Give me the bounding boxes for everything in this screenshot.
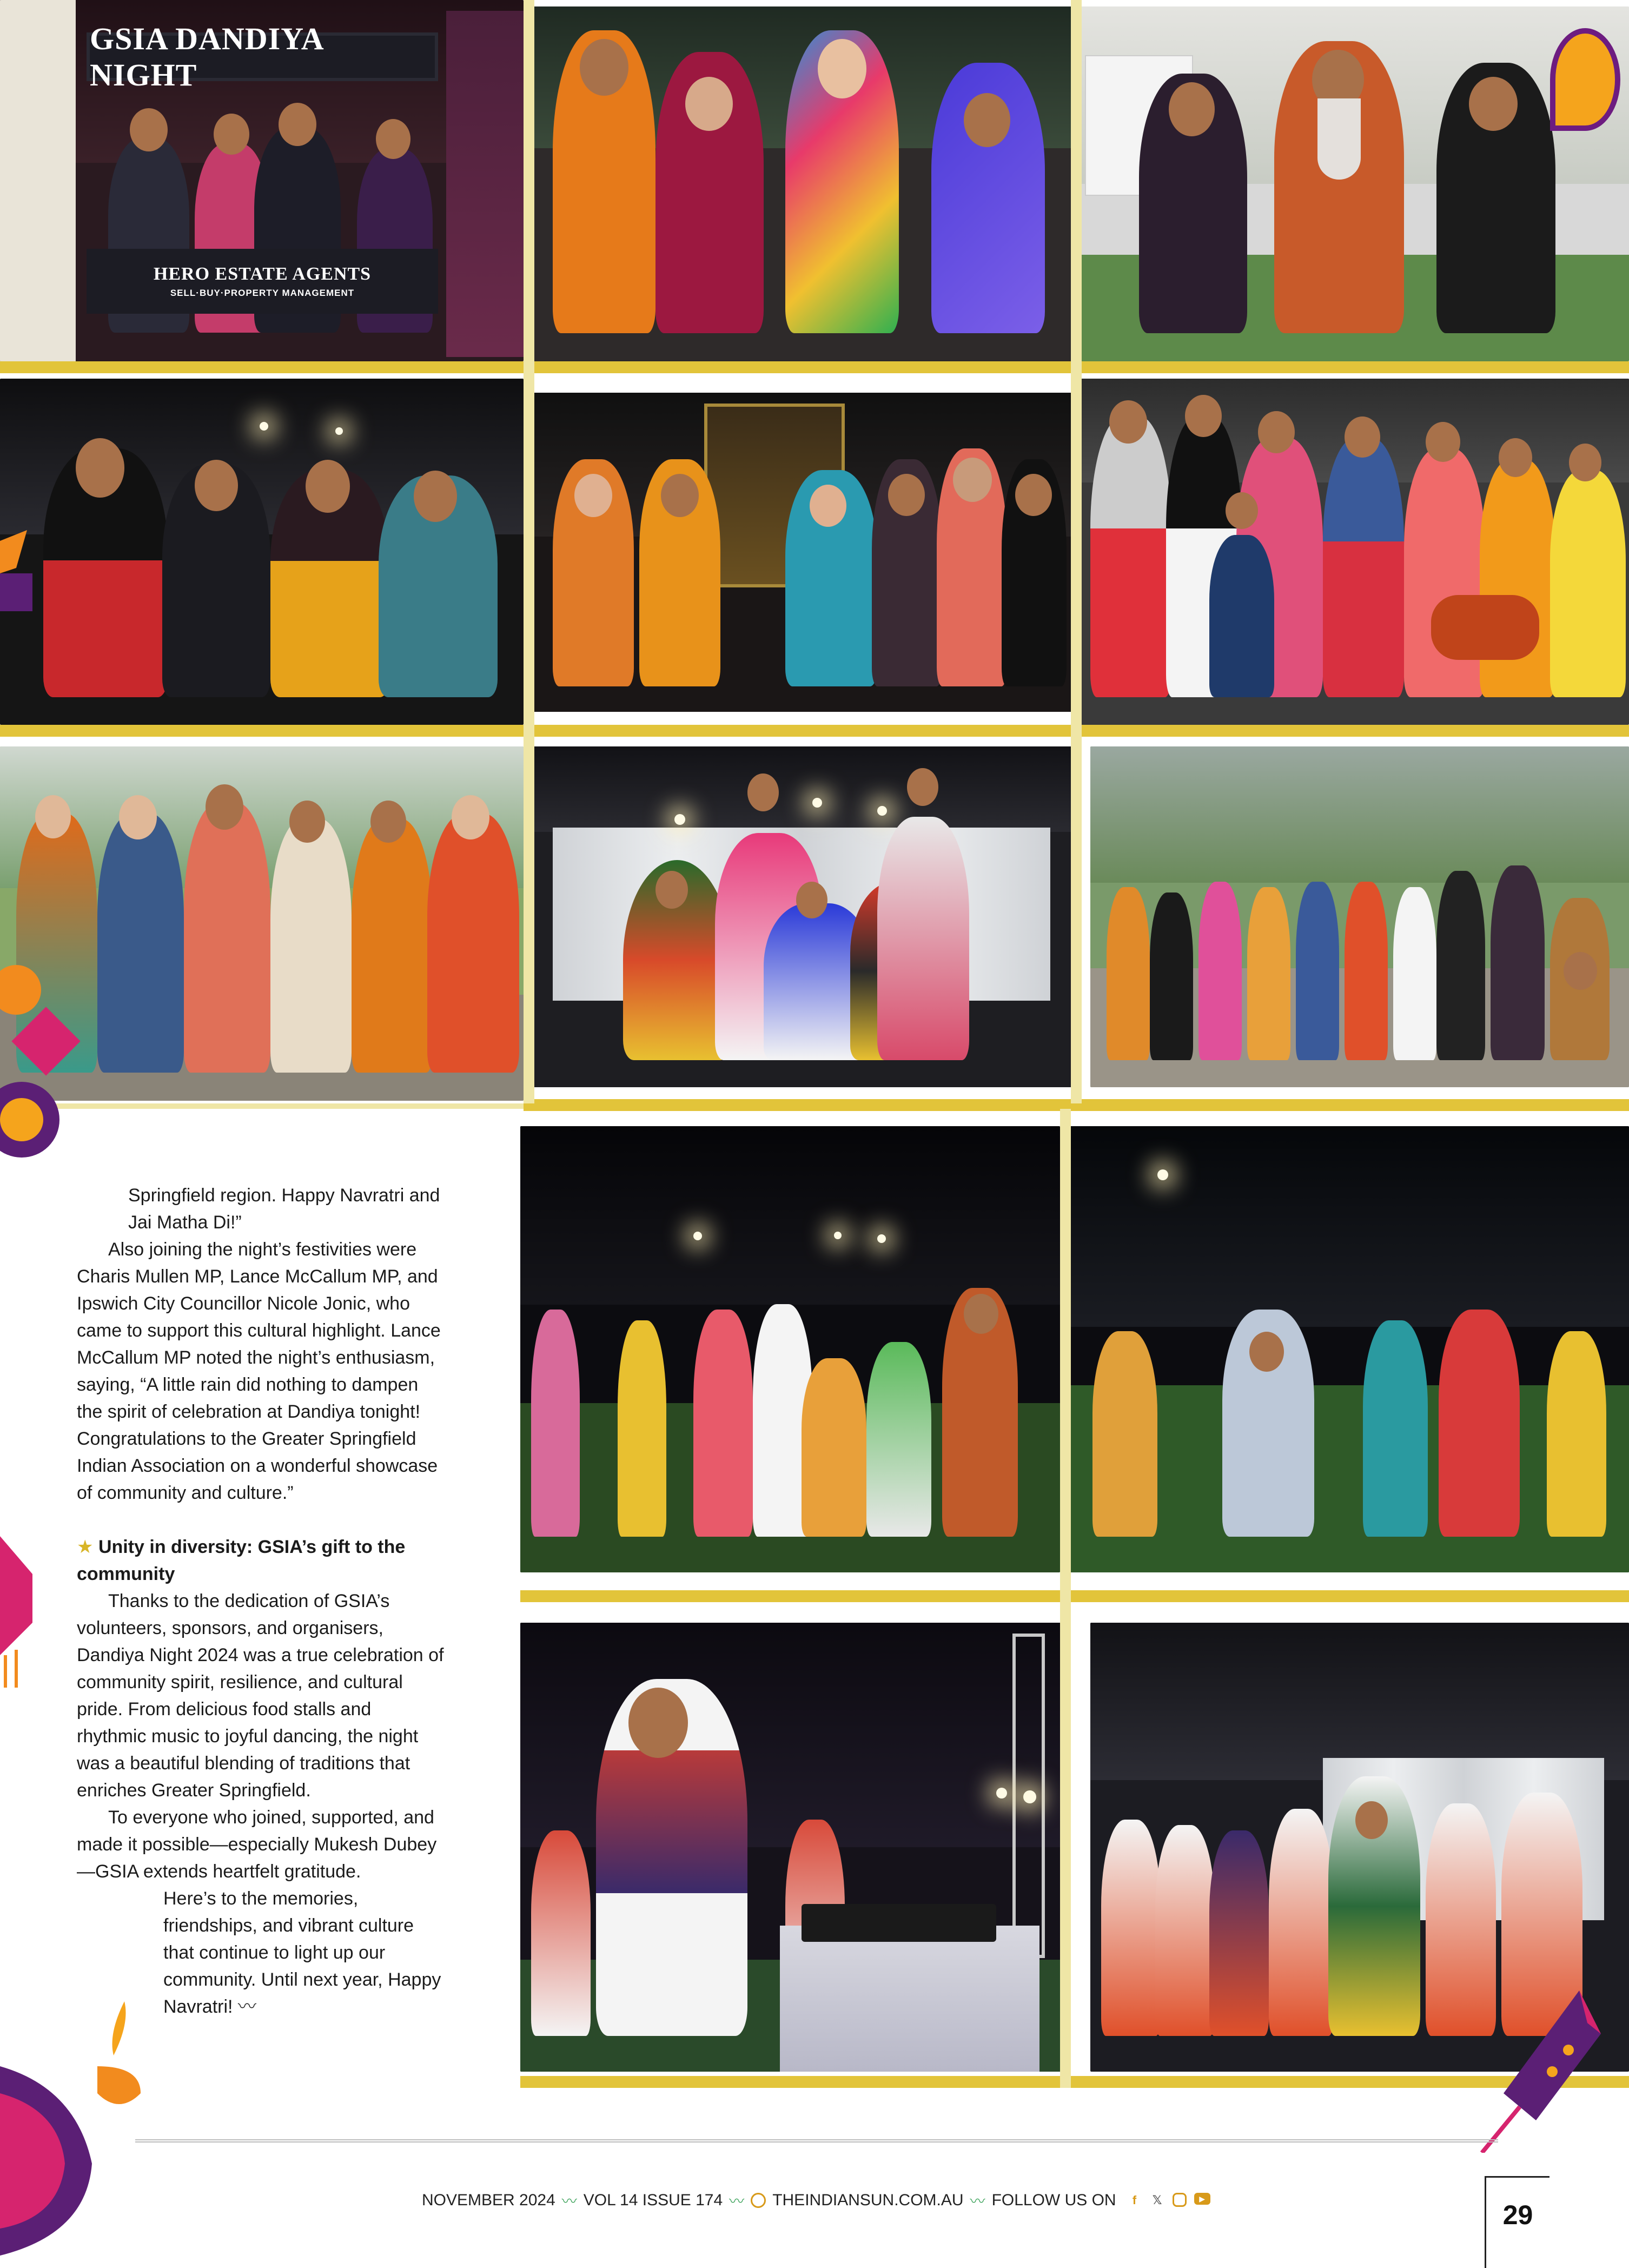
separator-icon: 〰 <box>561 2193 577 2210</box>
photo-guests-outdoor <box>1080 6 1629 361</box>
social-links <box>1127 2193 1210 2208</box>
separator-icon: 〰 <box>729 2193 745 2210</box>
footer-rule <box>135 2139 1498 2143</box>
footer-follow: FOLLOW US ON <box>991 2191 1116 2209</box>
article-paragraph-5-text: Here’s to the memories, friendships, and vibrant culture that continue to light up our community. Until next year, Happy Navratri! <box>163 1888 441 2017</box>
star-icon: ★ <box>77 1537 94 1557</box>
article-paragraph-4: To everyone who joined, supported, and made it possible—especially Mukesh Dubey—GSIA extends heartfelt gratitude. <box>77 1807 437 1882</box>
sponsor-services: SELL·BUY·PROPERTY MANAGEMENT <box>170 288 355 298</box>
photo-night-dance-1 <box>520 1126 1060 1572</box>
article-paragraph-3: Thanks to the dedication of GSIA’s volunteers, sponsors, and organisers, Dandiya Night 2024 was a true celebration of community spirit, resilience, and cultural pride. From delicious food stalls and rhythmic music to joyful dancing, the night was a beautiful blending of traditions that enriches Greater Springfield. <box>77 1591 444 1801</box>
footer-volume: VOL 14 ISSUE 174 <box>583 2191 723 2209</box>
paisley-decoration-icon <box>0 957 108 1190</box>
photo-families-group <box>1080 379 1629 725</box>
page-footer <box>422 2190 1210 2211</box>
sponsor-name: HERO ESTATE AGENTS <box>153 264 372 284</box>
x-twitter-icon[interactable]: 𝕏 <box>1152 2193 1162 2207</box>
divider <box>0 361 1629 373</box>
photo-dj-performer <box>520 1623 1061 2072</box>
section-heading-text: Unity in diversity: GSIA’s gift to the community <box>77 1537 406 1584</box>
page-number: 29 <box>1485 2176 1549 2268</box>
divider <box>520 1590 1629 1602</box>
footer-website[interactable]: THEINDIANSUN.COM.AU <box>772 2191 964 2209</box>
photo-night-dance-2 <box>1060 1126 1629 1572</box>
article-paragraph-2: Also joining the night’s festivities were Charis Mullen MP, Lance McCallum MP, and Ipswich City Councillor Nicole Jonic, who came to support this cultural highlight. Lance McCallum MP noted the night’s enthusiasm, saying, “A little rain did nothing to dampen the spirit of celebration at Dandiya tonight! Congratulations to the Greater Springfield Indian Association on a wonderful showcase of community and culture.” <box>77 1239 441 1503</box>
photo-stage-group <box>531 393 1072 712</box>
divider <box>1071 0 1082 1103</box>
sponsor-frame <box>87 249 438 314</box>
divider <box>0 725 1629 737</box>
divider <box>524 0 534 1103</box>
divider <box>520 2076 1629 2088</box>
photo-photo-frame-group <box>0 0 524 361</box>
youtube-icon[interactable]: ▶ <box>1194 2193 1210 2205</box>
photo-ladies-dandiya <box>0 379 524 725</box>
separator-icon: 〰 <box>970 2193 985 2210</box>
rocket-decoration-icon <box>1471 1991 1606 2153</box>
lantern-decoration-icon <box>0 1515 49 1693</box>
photo-crowd-outdoor <box>1090 746 1629 1087</box>
diya-decoration-icon <box>0 2001 162 2268</box>
instagram-icon[interactable] <box>1173 2193 1187 2207</box>
section-heading <box>77 1533 445 1588</box>
globe-icon <box>751 2193 766 2208</box>
frame-banner: GSIA DANDIYA NIGHT <box>87 32 438 81</box>
end-mark-icon: 〰 <box>237 1996 256 2017</box>
divider <box>1060 1109 1071 2088</box>
facebook-icon[interactable]: f <box>1132 2193 1137 2207</box>
article-paragraph-5 <box>77 1885 445 2020</box>
photo-dignitaries-group <box>531 6 1072 361</box>
photo-dancers-pose <box>531 746 1072 1087</box>
article-body <box>77 1182 445 2020</box>
article-paragraph-1: Springfield region. Happy Navratri and Jai Matha Di!” <box>128 1185 440 1233</box>
footer-issue-date: NOVEMBER 2024 <box>422 2191 555 2209</box>
lamp-decoration-icon <box>0 519 32 622</box>
